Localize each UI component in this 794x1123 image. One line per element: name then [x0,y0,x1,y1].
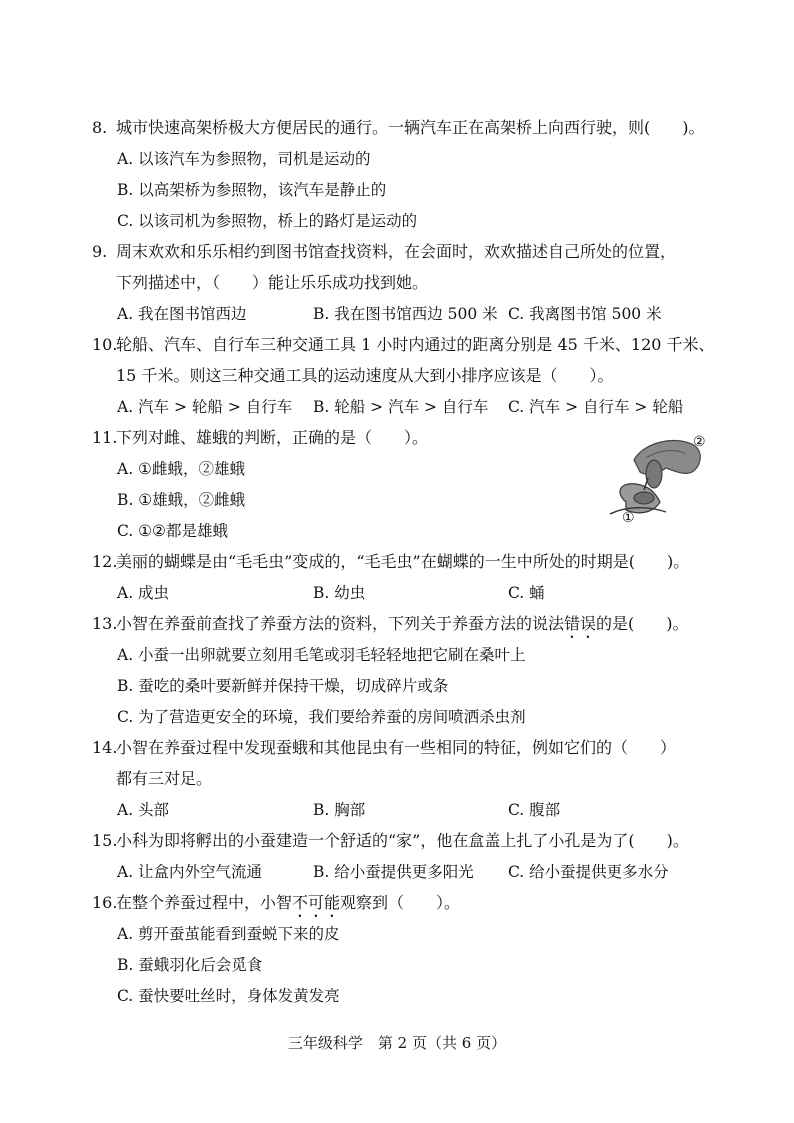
question-stem: 小智在养蚕过程中发现蚕蛾和其他昆虫有一些相同的特征，例如它们的（ ） [116,738,677,757]
option-c: C. 蚕快要吐丝时，身体发黄发亮 [117,987,340,1005]
option-b: B. 蚕蛾羽化后会觅食 [117,956,263,974]
option-b: B. 胸部 [313,801,366,819]
question-number: 8. [92,118,108,137]
option-a: A. 头部 [117,801,170,819]
question-stem: 城市快速高架桥极大方便居民的通行。一辆汽车正在高架桥上向西行驶，则( )。 [116,118,705,137]
emphasized-word: 不可能 [292,893,341,912]
option-c: C. 蛹 [508,584,545,602]
option-b: B. 我在图书馆西边 500 米 [313,305,498,323]
question-number: 13. [92,614,118,633]
stem-part-a: 小智在养蚕前查找了养蚕方法的资料，下列关于养蚕方法的说法 [116,614,565,633]
stem-part-a: 在整个养蚕过程中，小智 [116,893,293,912]
option-b: B. 幼虫 [313,584,366,602]
question-stem: 小科为即将孵出的小蚕建造一个舒适的“家”，他在盒盖上扎了小孔是为了( )。 [116,831,689,850]
option-c: C. 给小蚕提供更多水分 [508,863,669,881]
option-c: C. 以该司机为参照物，桥上的路灯是运动的 [117,212,418,230]
question-number: 15. [92,831,118,850]
option-c: C. 为了营造更安全的环境，我们要给养蚕的房间喷洒杀虫剂 [117,708,526,726]
question-stem: 下列对雌、雄蛾的判断，正确的是（ ）。 [116,428,429,447]
option-a: A. 我在图书馆西边 [117,305,247,323]
option-c: C. 腹部 [508,801,561,819]
moth-figure [596,432,716,530]
option-a: A. 剪开蚕茧能看到蚕蜕下来的皮 [117,925,340,943]
question-number: 14. [92,738,118,757]
question-stem-cont: 都有三对足。 [116,769,213,788]
option-b: B. 给小蚕提供更多阳光 [313,863,474,881]
question-stem: 美丽的蝴蝶是由“毛毛虫”变成的，“毛毛虫”在蝴蝶的一生中所处的时期是( )。 [116,552,690,571]
question-number: 16. [92,893,118,912]
question-number: 9. [92,242,108,261]
question-number: 10. [92,335,118,354]
option-a: A. 汽车 > 轮船 > 自行车 [117,398,293,416]
option-a: A. ①雌蛾，②雄蛾 [117,460,245,478]
stem-part-b: 观察到（ ）。 [340,893,461,912]
question-number: 11. [92,428,118,447]
option-b: B. 蚕吃的桑叶要新鲜并保持干燥，切成碎片或条 [117,677,449,695]
page-footer: 三年级科学 第 2 页（共 6 页） [287,1034,507,1052]
option-a: A. 成虫 [117,584,170,602]
option-a: A. 让盒内外空气流通 [117,863,263,881]
question-number: 12. [92,552,118,571]
option-a: A. 以该汽车为参照物，司机是运动的 [117,150,371,168]
question-stem-cont: 下列描述中，（ ）能让乐乐成功找到她。 [116,273,429,292]
stem-part-b: 的是( )。 [596,614,689,633]
question-stem: 轮船、汽车、自行车三种交通工具 1 小时内通过的距离分别是 45 千米、120 千米、 [116,335,715,354]
option-b: B. 轮船 > 汽车 > 自行车 [313,398,489,416]
emphasized-word: 错误 [564,614,597,633]
question-stem: 周末欢欢和乐乐相约到图书馆查找资料，在会面时，欢欢描述自己所处的位置， [116,242,677,261]
option-b: B. ①雄蛾，②雌蛾 [117,491,246,509]
question-stem [116,614,689,642]
option-c: C. ①②都是雄蛾 [117,522,228,540]
option-c: C. 汽车 > 自行车 > 轮船 [508,398,684,416]
figure-label-1: ① [622,510,635,526]
option-b: B. 以高架桥为参照物，该汽车是静止的 [117,181,387,199]
question-stem-cont: 15 千米。则这三种交通工具的运动速度从大到小排序应该是（ ）。 [116,366,614,385]
figure-label-2: ② [693,434,706,450]
option-a: A. 小蚕一出卵就要立刻用毛笔或羽毛轻轻地把它刷在桑叶上 [117,646,526,664]
question-stem [116,893,460,921]
option-c: C. 我离图书馆 500 米 [508,305,662,323]
